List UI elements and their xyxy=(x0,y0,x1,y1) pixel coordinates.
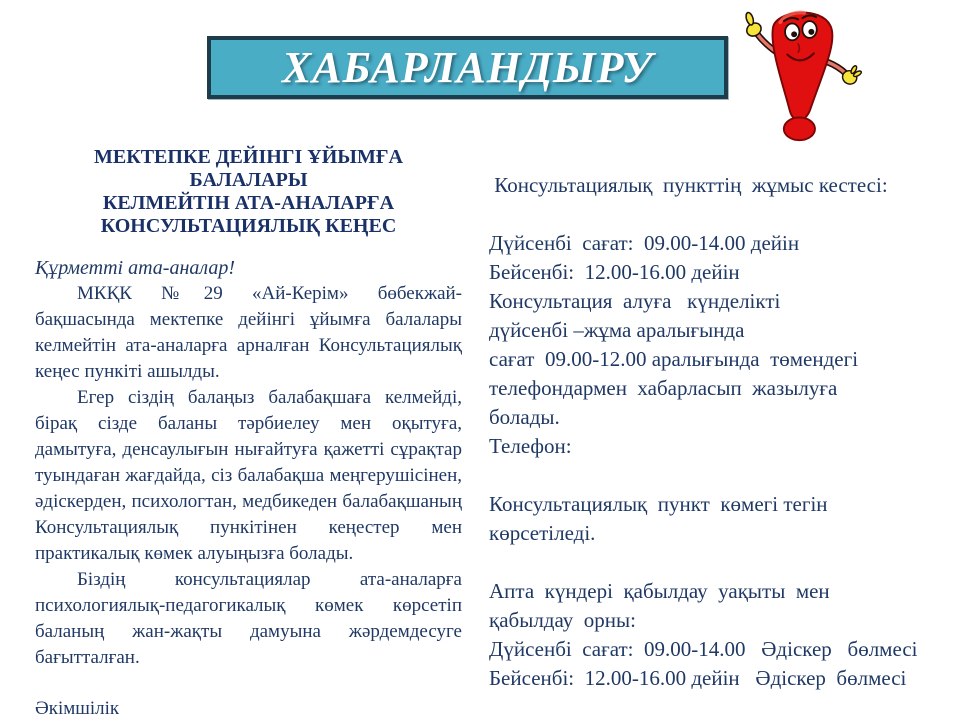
salutation: Құрметті ата-аналар! xyxy=(35,257,235,279)
schedule-line: Апта күндері қабылдау уақыты мен xyxy=(489,579,830,603)
consultation-heading xyxy=(35,146,462,238)
schedule-line: көрсетіледі. xyxy=(489,521,596,545)
schedule-line: Бейсенбі: 12.00-16.00 дейін xyxy=(489,260,740,284)
schedule-line: телефондармен хабарласып жазылуға xyxy=(489,376,838,400)
banner-title: ХАБАРЛАНДЫРУ xyxy=(281,43,654,92)
signature: Әкімшілік xyxy=(35,698,120,719)
left-column xyxy=(35,146,462,720)
exclamation-mark-mascot-icon xyxy=(736,2,864,142)
schedule-line: сағат 09.00-12.00 аралығында төмендегі xyxy=(489,347,859,371)
schedule-line: Дүйсенбі сағат: 09.00-14.00 дейін xyxy=(489,231,800,255)
schedule-line: Консультация алуға күнделікті xyxy=(489,289,781,313)
body-paragraph: МКҚК №29 «Ай-Керім» бөбекжай-бақшасында мектепке дейінгі ұйымға балалары келмейтін ата-аналарға арналған Консультациялық кеңес пункіті ашылды. xyxy=(35,283,462,382)
schedule-line: Консультациялық пункт көмегі тегін xyxy=(489,492,828,516)
schedule-line xyxy=(489,461,941,490)
body-paragraph: Егер сіздің балаңыз балабақшаға келмейді, бірақ сізде баланы тәрбиелеу мен оқытуға, дамытуға, денсаулығын нығайтуға қажетті сұрақтар туындаған жағдайда, сіз балабақша меңгерушісінен, әдіскерден, психологтан, медбикеден балабақшаның Консультациялық пункітінен кеңестер мен практикалық көмек алуыңызға болады. xyxy=(35,387,462,564)
schedule-line: Дүйсенбі сағат: 09.00-14.00 Әдіскер бөлмесі xyxy=(489,637,918,661)
schedule-line xyxy=(489,548,941,577)
body-paragraph: Біздің консультациялар ата-аналарға психологиялық-педагогикалық көмек көрсетіп баланың жан-жақты дамуына жәрдемдесуге бағытталған. xyxy=(35,569,462,668)
schedule-title: Консультациялық пункттің жұмыс кестесі: xyxy=(489,173,888,197)
announcement-banner xyxy=(207,36,728,99)
schedule-line: қабылдау орны: xyxy=(489,608,636,632)
schedule-line: болады. xyxy=(489,405,560,429)
schedule-line: Телефон: xyxy=(489,434,572,458)
heading-line-2: КЕЛМЕЙТІН АТА-АНАЛАРҒА xyxy=(102,192,395,214)
schedule-line xyxy=(489,200,941,229)
heading-line-3: КОНСУЛЬТАЦИЯЛЫҚ КЕҢЕС xyxy=(100,215,397,237)
heading-line-1: МЕКТЕПКЕ ДЕЙІНГІ ҰЙЫМҒА БАЛАЛАРЫ xyxy=(94,146,403,191)
schedule-line: дүйсенбі –жұма аралығында xyxy=(489,318,745,342)
schedule-column xyxy=(489,171,941,693)
schedule-line: Бейсенбі: 12.00-16.00 дейін Әдіскер бөлмесі xyxy=(489,666,907,690)
